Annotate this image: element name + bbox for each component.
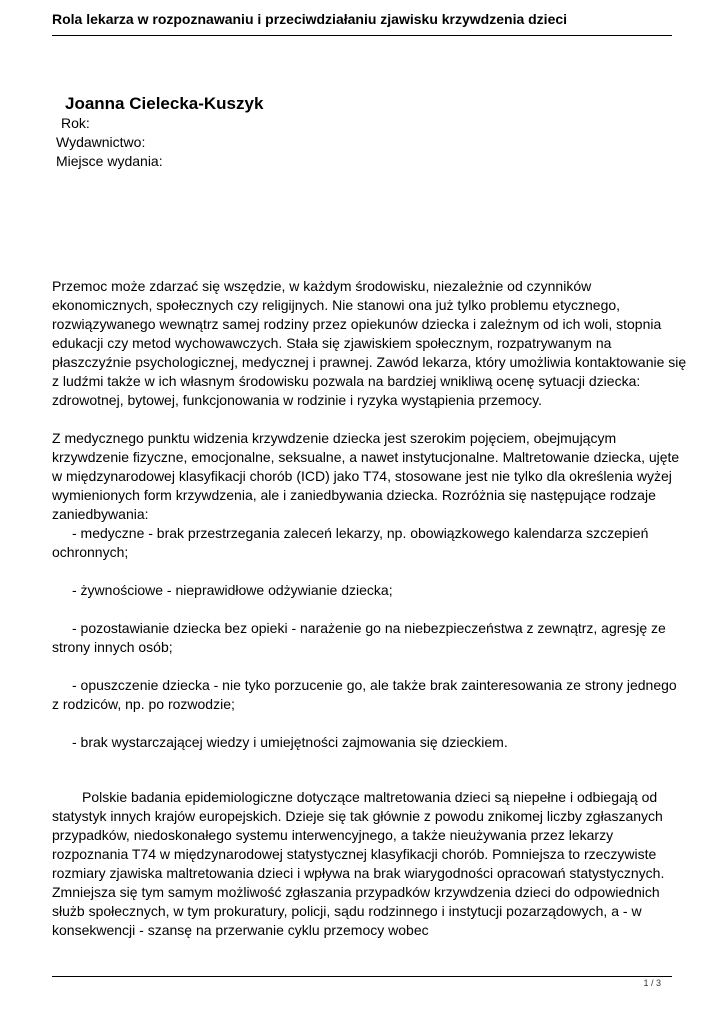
list-item-medical: - medyczne - brak przestrzegania zaleceń lekarzy, np. obowiązkowego kalendarza szczepień ochronnych; bbox=[52, 525, 649, 560]
list-item-unattended: - pozostawianie dziecka bez opieki - narażenie go na niebezpieczeństwa z zewnątrz, agresję ze strony innych osób; bbox=[52, 620, 666, 655]
document-metadata bbox=[56, 94, 263, 171]
header-divider bbox=[52, 35, 672, 36]
list-item-knowledge: - brak wystarczającej wiedzy i umiejętności zajmowania się dzieckiem. bbox=[72, 734, 508, 750]
list-item-abandonment: - opuszczenie dziecka - nie tyko porzucenie go, ale także brak zainteresowania ze strony jednego z rodziców, np. po rozwodzie; bbox=[52, 677, 677, 712]
document-running-title: Rola lekarza w rozpoznawaniu i przeciwdziałaniu zjawisku krzywdzenia dzieci bbox=[52, 11, 568, 27]
page-number: 1 / 3 bbox=[643, 978, 661, 988]
year-label: Rok: bbox=[61, 115, 90, 131]
paragraph-3: Polskie badania epidemiologiczne dotyczące maltretowania dzieci są niepełne i odbiegają od statystyk innych krajów europejskich. Dzieje się tak głównie z powodu znikomej liczby zgłaszanych przypadków, niedoskonałego systemu interwencyjnego, a także nieużywania przez lekarzy rozpoznania T74 w międzynarodowej statystycznej klasyfikacji chorób. Pomniejsza to rzeczywiste rozmiary zjawiska maltretowania dzieci i wpływa na brak wiarygodności opracowań statystycznych. Zmniejsza się tym samym możliwość zgłaszania przypadków krzywdzenia dzieci do odpowiednich służb społecznych, w tym prokuratury, policji, sądu rodzinnego i instytucji pozarządowych, a - w konsekwencji - szansę na przerwanie cyklu przemocy wobec bbox=[52, 789, 665, 938]
place-label: Miejsce wydania: bbox=[56, 153, 163, 169]
article-body bbox=[52, 277, 687, 940]
footer-divider bbox=[52, 976, 672, 977]
publisher-label: Wydawnictwo: bbox=[56, 134, 146, 150]
list-item-nutrition: - żywnościowe - nieprawidłowe odżywianie dziecka; bbox=[72, 582, 393, 598]
paragraph-2: Z medycznego punktu widzenia krzywdzenie dziecka jest szerokim pojęciem, obejmującym krzywdzenie fizyczne, emocjonalne, seksualne, a nawet instytucjonalne. Maltretowanie dziecka, ujęte w międzynarodowej klasyfikacji chorób (ICD) jako T74, stosowane jest nie tylko dla określenia wyżej wymienionych form krzywdzenia, ale i zaniedbywania dziecka. Rozróżnia się następujące rodzaje zaniedbywania: bbox=[52, 430, 680, 522]
paragraph-1: Przemoc może zdarzać się wszędzie, w każdym środowisku, niezależnie od czynników ekonomicznych, społecznych czy religijnych. Nie stanowi ona już tylko problemu etycznego, rozwiązywanego wewnątrz samej rodziny przez opiekunów dziecka i zależnym od ich woli, stopnia edukacji czy metod wychowawczych. Stała się zjawiskiem społecznym, rozpatrywanym na płaszczyźnie psychologicznej, medycznej i prawnej. Zawód lekarza, który umożliwia kontaktowanie się z ludźmi także w ich własnym środowisku pozwala na bardziej wnikliwą ocenę sytuacji dziecka: zdrowotnej, bytowej, funkcjonowania w rodzinie i ryzyka wystąpienia przemocy. bbox=[52, 278, 687, 408]
author-name: Joanna Cielecka-Kuszyk bbox=[65, 94, 264, 113]
